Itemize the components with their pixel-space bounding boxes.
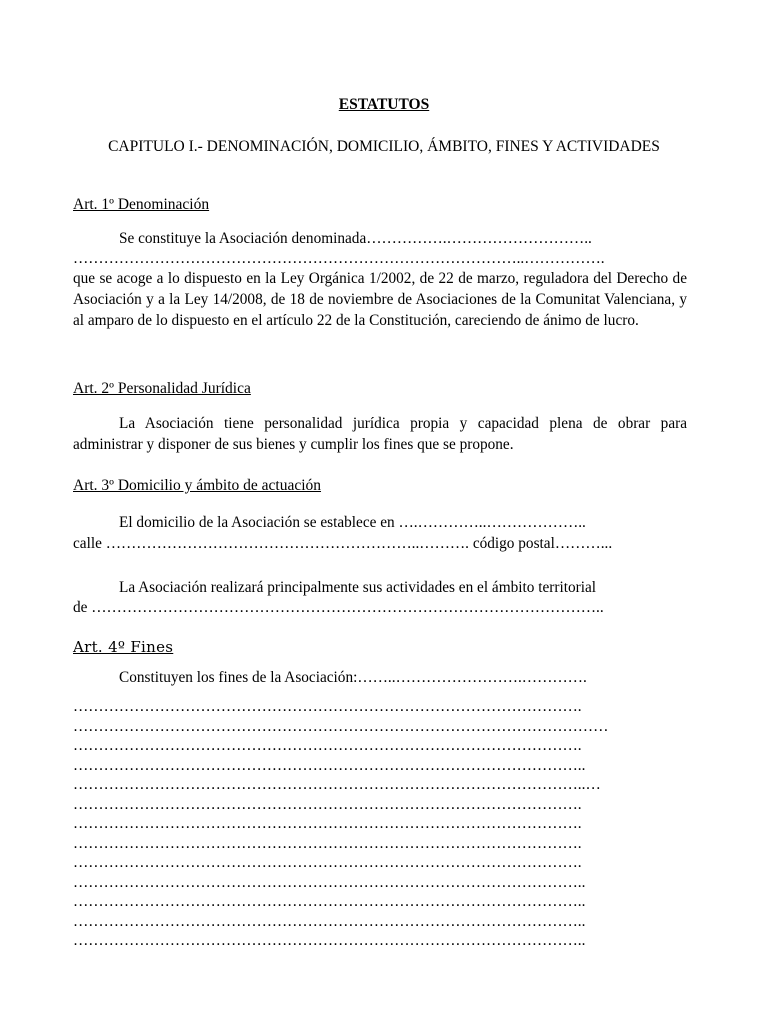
- art1-body: que se acoge a lo dispuesto en la Ley Orgánica 1/2002, de 22 de marzo, reguladora del Derecho de Asociación y a la Ley 14/2008, de 18 de noviembre de Asociaciones de la Comunitat Valenciana, y al amparo de lo dispuesto en el artículo 22 de la Constitución, careciendo de ánimo de lucro.: [73, 270, 687, 329]
- art3-line2: calle ……………………………………………………..………. código postal………...: [73, 535, 613, 552]
- fill-line: ………………………………………………………………………………………..: [73, 756, 586, 774]
- document-title: ESTATUTOS: [338, 96, 430, 113]
- art3-heading: Art. 3º Domicilio y ámbito de actuación: [73, 477, 322, 494]
- fill-line: ………………………………………………………………………………………..: [73, 932, 586, 949]
- art1-heading: Art. 1º Denominación: [73, 196, 210, 213]
- fill-line: ……………………………………………………………………………………….: [73, 834, 582, 852]
- art2-body: La Asociación tiene personalidad jurídica propia y capacidad plena de obrar para administrar y disponer de sus bienes y cumplir los fines que se propone.: [73, 415, 687, 453]
- art2-heading: Art. 2º Personalidad Jurídica: [73, 380, 251, 397]
- art3-line4: de ………………………………………………………………………………………..: [73, 599, 604, 616]
- art1-line1: Se constituye la Asociación denominada…………….………………………..: [119, 230, 592, 247]
- fill-line: ……………………………………………………………………………………….: [73, 795, 582, 813]
- art3-line3: La Asociación realizará principalmente sus actividades en el ámbito territorial: [119, 579, 596, 596]
- art4-intro: Constituyen los fines de la Asociación:……..…………………….………….: [119, 669, 587, 686]
- chapter-heading: CAPITULO I.- DENOMINACIÓN, DOMICILIO, ÁMBITO, FINES Y ACTIVIDADES: [108, 138, 660, 155]
- fill-line: ………………………………………………………………………………………..: [73, 873, 586, 891]
- art1-line2: ……………………………………………………………………………..…………….: [73, 250, 605, 267]
- fill-line: ………………………………………………………………………………………..: [73, 912, 586, 930]
- fill-line: ……………………………………………………………………………………….: [73, 737, 582, 754]
- art4-fill-lines: [73, 697, 687, 951]
- fill-line: ……………………………………………………………………………………………: [73, 717, 609, 735]
- art4-heading: Art. 4º Fines: [73, 638, 174, 656]
- fill-line: ………………………………………………………………………………………..…: [73, 776, 601, 793]
- fill-line: ……………………………………………………………………………………….: [73, 815, 582, 832]
- art3-line1: El domicilio de la Asociación se establece en ….…………..………………..: [119, 514, 586, 531]
- fill-line: ………………………………………………………………………………………..: [73, 893, 586, 910]
- fill-line: ……………………………………………………………………………………….: [73, 854, 582, 871]
- fill-line: ……………………………………………………………………………………….: [73, 698, 582, 715]
